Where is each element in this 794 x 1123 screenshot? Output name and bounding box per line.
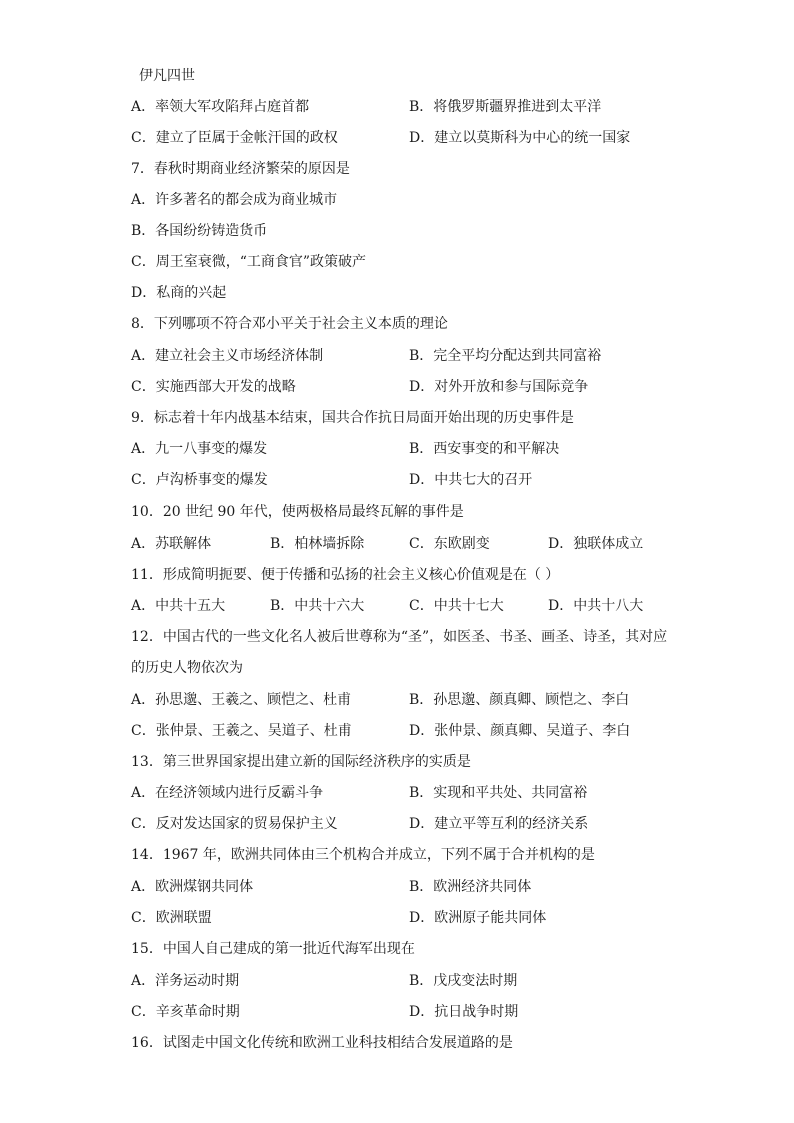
q9-stem: 9．标志着十年内战基本结束，国共合作抗日局面开始出现的历史事件是	[131, 410, 574, 426]
q8-stem: 8．下列哪项不符合邓小平关于社会主义本质的理论	[131, 316, 448, 332]
q12-option-b: B．孙思邈、颜真卿、顾恺之、李白	[409, 692, 630, 708]
q10-option-b: B．柏林墙拆除	[270, 536, 365, 552]
q8-option-c: C．实施西部大开发的战略	[131, 379, 296, 395]
q10-stem: 10．20 世纪 90 年代，使两极格局最终瓦解的事件是	[131, 504, 464, 520]
q13-option-c: C．反对发达国家的贸易保护主义	[131, 816, 338, 832]
q7-option-b: B．各国纷纷铸造货币	[131, 223, 268, 239]
q15-stem: 15．中国人自己建成的第一批近代海军出现在	[131, 941, 415, 957]
q13-stem: 13．第三世界国家提出建立新的国际经济秩序的实质是	[131, 754, 471, 770]
q8-option-d: D．对外开放和参与国际竞争	[409, 379, 589, 395]
q6-continuation: 伊凡四世	[139, 68, 195, 84]
q13-option-b: B．实现和平共处、共同富裕	[409, 785, 588, 801]
q12-stem: 12．中国古代的一些文化名人被后世尊称为“圣”，如医圣、书圣、画圣、诗圣，其对应	[131, 629, 668, 645]
q6-option-a: A．率领大军攻陷拜占庭首都	[131, 99, 310, 115]
q9-option-a: A．九一八事变的爆发	[131, 441, 268, 457]
q10-option-d: D．独联体成立	[548, 536, 644, 552]
q13-option-a: A．在经济领域内进行反霸斗争	[131, 785, 324, 801]
q7-option-d: D．私商的兴起	[131, 285, 227, 301]
q11-option-b: B．中共十六大	[270, 598, 365, 614]
q11-option-c: C．中共十七大	[409, 598, 504, 614]
q14-option-b: B．欧洲经济共同体	[409, 879, 532, 895]
q7-option-c: C．周王室衰微，“工商食官”政策破产	[131, 254, 367, 270]
q15-option-c: C．辛亥革命时期	[131, 1004, 240, 1020]
q10-option-a: A．苏联解体	[131, 536, 212, 552]
q7-stem: 7．春秋时期商业经济繁荣的原因是	[131, 161, 350, 177]
q12-option-d: D．张仲景、颜真卿、吴道子、李白	[409, 723, 631, 739]
q9-option-c: C．卢沟桥事变的爆发	[131, 472, 268, 488]
q10-option-c: C．东欧剧变	[409, 536, 490, 552]
q6-option-d: D．建立以莫斯科为中心的统一国家	[409, 130, 631, 146]
q14-option-c: C．欧洲联盟	[131, 910, 212, 926]
q8-option-a: A．建立社会主义市场经济体制	[131, 348, 324, 364]
q15-option-b: B．戊戌变法时期	[409, 973, 518, 989]
q12-option-a: A．孙思邈、王羲之、顾恺之、杜甫	[131, 692, 352, 708]
q14-option-a: A．欧洲煤钢共同体	[131, 879, 254, 895]
q11-option-d: D．中共十八大	[548, 598, 644, 614]
q8-option-b: B．完全平均分配达到共同富裕	[409, 348, 602, 364]
q12-option-c: C．张仲景、王羲之、吴道子、杜甫	[131, 723, 352, 739]
q13-option-d: D．建立平等互利的经济关系	[409, 816, 589, 832]
q16-stem: 16．试图走中国文化传统和欧洲工业科技相结合发展道路的是	[131, 1035, 513, 1051]
q14-option-d: D．欧洲原子能共同体	[409, 910, 547, 926]
q15-option-a: A．洋务运动时期	[131, 973, 240, 989]
q9-option-b: B．西安事变的和平解决	[409, 441, 560, 457]
q14-stem: 14．1967 年，欧洲共同体由三个机构合并成立，下列不属于合并机构的是	[131, 847, 595, 863]
q15-option-d: D．抗日战争时期	[409, 1004, 519, 1020]
q6-option-b: B．将俄罗斯疆界推进到太平洋	[409, 99, 602, 115]
q11-stem: 11．形成简明扼要、便于传播和弘扬的社会主义核心价值观是在（ ）	[131, 567, 560, 583]
q9-option-d: D．中共七大的召开	[409, 472, 533, 488]
q11-option-a: A．中共十五大	[131, 598, 226, 614]
q7-option-a: A．许多著名的都会成为商业城市	[131, 192, 338, 208]
q6-option-c: C．建立了臣属于金帐汗国的政权	[131, 130, 338, 146]
q12-stem-continued: 的历史人物依次为	[131, 660, 243, 676]
